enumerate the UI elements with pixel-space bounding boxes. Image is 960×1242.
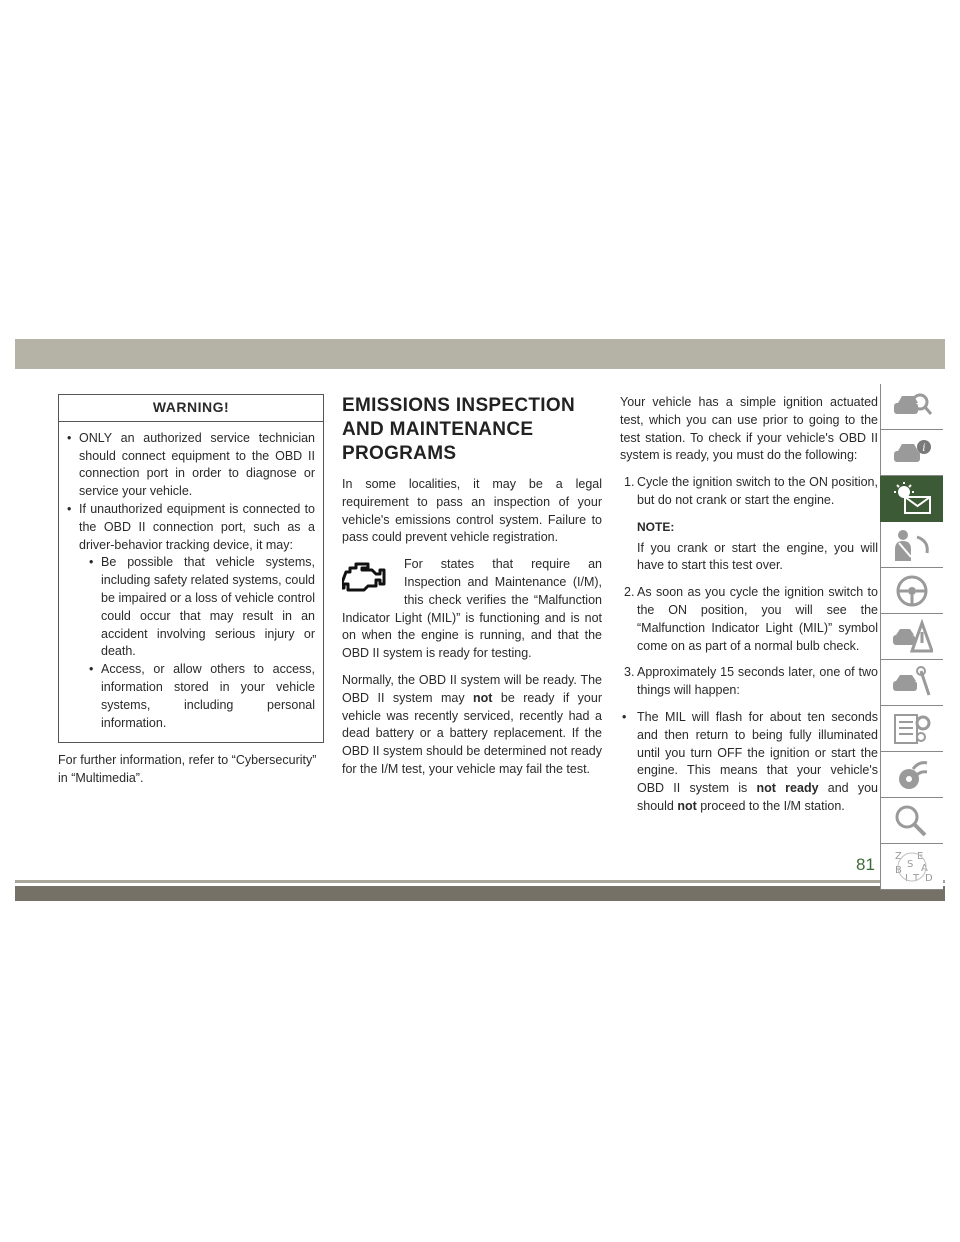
tab-starting-operating[interactable]	[880, 568, 943, 614]
top-band	[15, 339, 945, 369]
text-run: and you should	[637, 781, 878, 813]
column-3	[620, 394, 878, 816]
svg-text:A: A	[921, 862, 928, 874]
warning-box	[58, 394, 324, 743]
chapter-tabs	[880, 384, 946, 890]
mil-text: For states that require an Inspection and Maintenance (I/M), this check verifies the “Malfunction Indicator Light (MIL)” is functioning and is not on when the engine is running, and that the OBD II system is ready for testing.	[342, 557, 602, 661]
step-1	[620, 474, 878, 510]
svg-text:i: i	[922, 442, 926, 454]
bottom-band-highlight	[15, 880, 945, 883]
engine-check-icon	[342, 556, 396, 596]
step-text: Cycle the ignition switch to the ON position, but do not crank or start the engine.	[637, 475, 878, 507]
step-text: Approximately 15 seconds later, one of two things will happen:	[637, 665, 878, 698]
search-icon	[891, 803, 933, 839]
paragraph	[342, 672, 602, 779]
warning-lights-messages-icon	[891, 481, 933, 517]
svg-text:I: I	[905, 872, 908, 884]
index-icon	[891, 849, 933, 885]
tab-specifications[interactable]	[880, 706, 943, 752]
svg-text:E: E	[917, 850, 924, 862]
warning-bullet: • ONLY an authorized service technician should connect equipment to the OBD II connection port in order to diagnose or service your vehicle.	[59, 430, 323, 501]
mil-paragraph	[342, 556, 602, 663]
safety-airbag-icon	[891, 527, 933, 563]
tab-servicing[interactable]	[880, 660, 943, 706]
specifications-icon	[891, 711, 933, 747]
page-number: 81	[856, 855, 875, 874]
svg-text:S: S	[907, 858, 914, 870]
tab-car-search[interactable]	[880, 384, 943, 430]
text-run: be ready if your vehicle was recently serviced, recently had a dead battery or a battery replacement. If the OBD II system should be determined not ready for the I/M test, your vehicle may fail the test.	[342, 690, 602, 776]
intro-paragraph: Your vehicle has a simple ignition actuated test, which you can use prior to going to the test station. To check if your vehicle's OBD II system is ready, you must do the following:	[620, 395, 878, 463]
emphasis-not: not	[677, 798, 697, 813]
warning-sub-bullet: • Access, or allow others to access, information stored in your vehicle systems, including personal information.	[59, 661, 323, 732]
multimedia-icon	[891, 757, 933, 793]
tab-emergency[interactable]	[880, 614, 943, 660]
steering-wheel-icon	[891, 573, 933, 609]
step-text: As soon as you cycle the ignition switch to the ON position, you will see the “Malfunction Indicator Light (MIL)” symbol come on as part of a normal bulb check.	[637, 585, 878, 653]
car-info-icon	[891, 435, 933, 471]
column-1	[58, 394, 324, 797]
tab-car-info[interactable]	[880, 430, 943, 476]
paragraph: In some localities, it may be a legal requirement to pass an inspection of your vehicle's emissions control system. Failure to pass could prevent vehicle registration.	[342, 477, 602, 545]
emphasis-not-ready: not ready	[756, 781, 819, 796]
cybersecurity-reference: For further information, refer to “Cybersecurity” in “Multimedia”.	[58, 753, 317, 786]
step-number: 2.	[624, 585, 635, 600]
tab-multimedia[interactable]	[880, 752, 943, 798]
text-run: The MIL will flash for about ten seconds and then return to being fully illuminated until you turn OFF the ignition or start the engine. This means that your vehicle's OBD II system is	[637, 709, 878, 796]
svg-text:Z: Z	[895, 850, 902, 862]
note-label: NOTE:	[637, 519, 675, 534]
note	[620, 519, 878, 575]
tab-warning-lights[interactable]	[880, 476, 943, 522]
roadside-emergency-icon	[891, 619, 933, 655]
warning-bullet: • If unauthorized equipment is connected to the OBD II connection port, such as a driver-behavior tracking device, it may:	[59, 501, 323, 554]
warning-sub-bullet: • Be possible that vehicle systems, including safety related systems, could be impaired or a loss of vehicle control could occur that may result in an accident involving serious injury or death.	[59, 554, 323, 661]
warning-title: WARNING!	[59, 395, 323, 422]
note-text: If you crank or start the engine, you will have to start this test over.	[637, 540, 878, 573]
column-2	[342, 394, 602, 788]
tab-search[interactable]	[880, 798, 943, 844]
tab-safety[interactable]	[880, 522, 943, 568]
result-bullet	[620, 709, 878, 816]
tab-index[interactable]	[880, 844, 943, 890]
step-number: 1.	[624, 475, 635, 490]
step-number: 3.	[624, 665, 635, 680]
section-title: EMISSIONS INSPECTION AND MAINTENANCE PROGRAMS	[342, 395, 575, 464]
svg-text:T: T	[913, 872, 920, 884]
text-run: proceed to the I/M station.	[696, 798, 845, 813]
bottom-band	[15, 886, 945, 901]
car-search-icon	[891, 389, 933, 425]
step-3	[620, 664, 878, 700]
text-run: Normally, the OBD II system will be ready. The OBD II system may	[342, 672, 602, 705]
step-2	[620, 584, 878, 655]
emphasis-not: not	[473, 690, 493, 705]
car-service-icon	[891, 665, 933, 701]
svg-text:D: D	[925, 872, 933, 884]
svg-text:B: B	[895, 864, 902, 876]
